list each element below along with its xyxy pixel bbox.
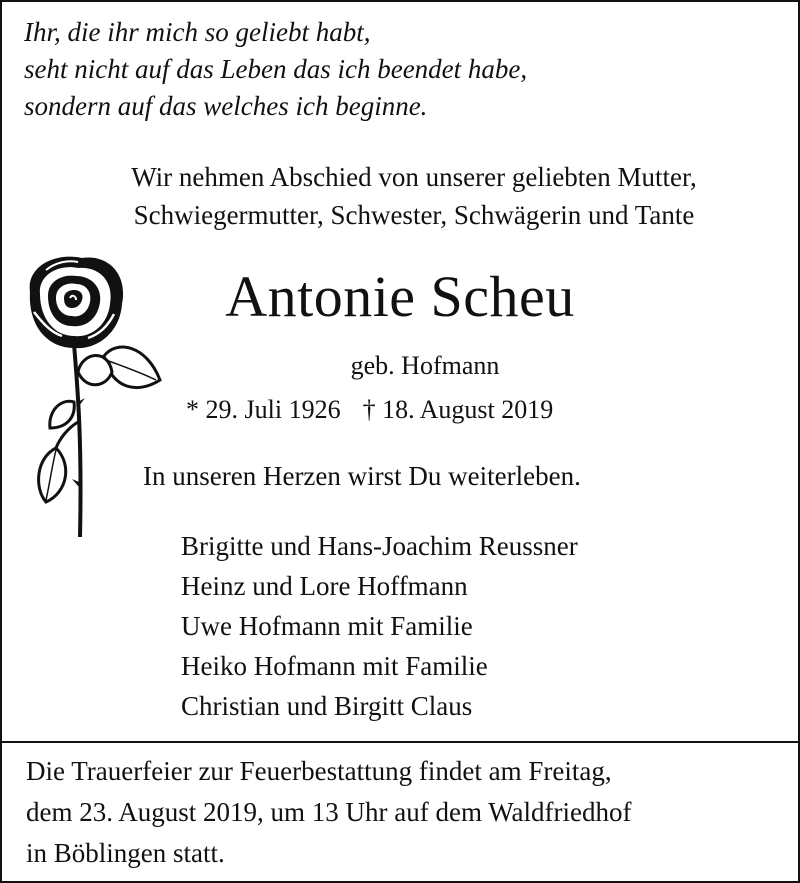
poem-line: seht nicht auf das Leben das ich beendet habe, [24, 54, 528, 84]
mourner: Heiko Hofmann mit Familie [181, 651, 488, 681]
mourner: Uwe Hofmann mit Familie [181, 611, 473, 641]
birth-name: geb. Hofmann [350, 351, 500, 380]
intro-line: Wir nehmen Abschied von unserer geliebten Mutter, [131, 162, 697, 192]
death-date: † 18. August 2019 [362, 395, 554, 424]
mourner: Brigitte und Hans-Joachim Reussner [181, 531, 578, 561]
deceased-name: Antonie Scheu [225, 264, 575, 329]
intro-line: Schwiegermutter, Schwester, Schwägerin und Tante [133, 200, 695, 230]
farewell-intro [0, 158, 800, 234]
mourner: Heinz und Lore Hoffmann [181, 571, 468, 601]
poem-line: sondern auf das welches ich beginne. [24, 91, 428, 121]
memorial-motto: In unseren Herzen wirst Du weiterleben. [143, 461, 581, 491]
poem [24, 14, 527, 125]
section-divider [0, 741, 800, 743]
service-line: in Böblingen statt. [26, 838, 225, 868]
service-line: Die Trauerfeier zur Feuerbestattung findet am Freitag, [26, 756, 612, 786]
service-line: dem 23. August 2019, um 13 Uhr auf dem Waldfriedhof [26, 797, 632, 827]
mourner: Christian und Birgitt Claus [181, 691, 473, 721]
life-dates [186, 390, 553, 430]
birth-date: * 29. Juli 1926 [186, 395, 341, 424]
funeral-service-notice [26, 751, 631, 874]
poem-line: Ihr, die ihr mich so geliebt habt, [24, 17, 371, 47]
mourners-list [181, 526, 578, 726]
